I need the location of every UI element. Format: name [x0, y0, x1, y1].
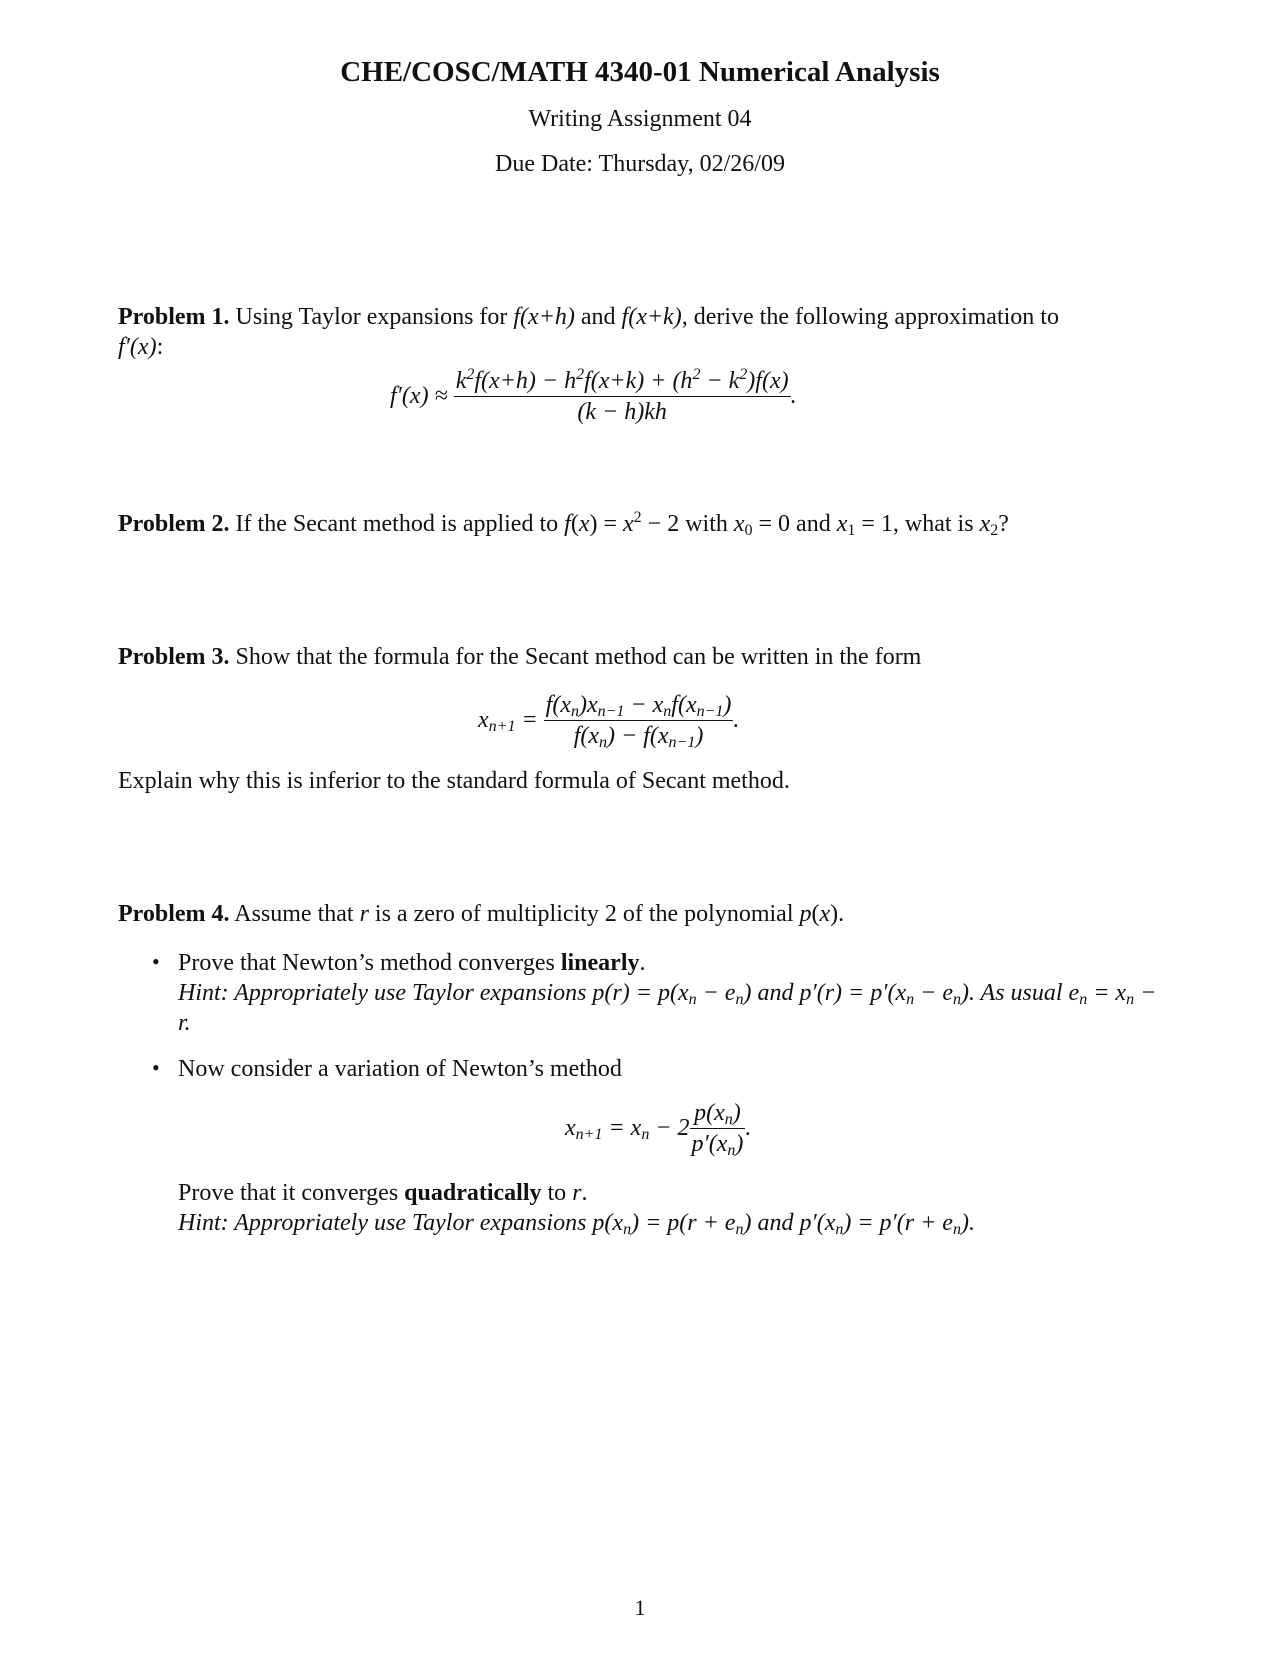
document-title: CHE/COSC/MATH 4340-01 Numerical Analysis: [340, 56, 940, 88]
problem-1-equation: f′(x) ≈ $\frac{k^2f(x+h) - h^2f(x+k) + (h^2 - k^2)f(x)}{(k - h)kh}$ .: [390, 366, 797, 425]
hint-1: Hint: Appropriately use Taylor expansions $p(r) = p(x_n - e_n)$ and $p'(r) = p'(x_n - e_n)$. As usual $e_n = x_n - r$.: [178, 980, 1157, 1036]
expr-f-prime: f′(x): [118, 334, 157, 360]
due-date: Due Date: Thursday, 02/26/09: [495, 151, 785, 177]
bullet-1-marker: •: [152, 949, 160, 974]
problem-3-fraction: $\frac{f(x_n)x_{n-1} - x_nf(x_{n-1})}{f(x_n) - f(x_{n-1})}$: [545, 692, 732, 751]
bullet-2-marker: •: [152, 1055, 160, 1080]
problem-4-statement: Problem 4. Assume that r is a zero of multiplicity 2 of the polynomial p(x).: [118, 901, 845, 927]
expr-f-x-plus-k: f(x+k): [621, 304, 682, 330]
bullet-2-text: Now consider a variation of Newton’s method: [178, 1056, 622, 1082]
problem-4-fraction: $\frac{p(x_n)}{p'(x_n)}$: [691, 1100, 744, 1159]
problem-4-equation: $x_{n+1} = x_n - 2$ $\frac{p(x_n)}{p'(x_n)}$ .: [565, 1100, 752, 1159]
problem-1-statement: Problem 1. Using Taylor expansions for f(x+h) and f(x+k), derive the following approximation to f′(x):: [118, 304, 1059, 360]
problem-3-equation: $x_{n+1}$ = $\frac{f(x_n)x_{n-1} - x_nf(x_{n-1})}{f(x_n) - f(x_{n-1})}$ .: [478, 692, 740, 751]
problem-1-fraction: $\frac{k^2f(x+h) - h^2f(x+k) + (h^2 - k^2)f(x)}{(k - h)kh}$: [455, 366, 789, 425]
problem-1-label: Problem 1.: [118, 304, 230, 330]
problem-2-statement: Problem 2. If the Secant method is applied to $f(x) = x^2 - 2$ with $x_0 = 0$ and $x_1 = 1$, what is $x_2$?: [118, 509, 1009, 539]
problem-4-label: Problem 4.: [118, 901, 230, 927]
page-number: 1: [634, 1595, 646, 1620]
hint-2: Hint: Appropriately use Taylor expansions $p(x_n) = p(r + e_n)$ and $p'(x_n) = p'(r + e_n)$.: [178, 1210, 975, 1238]
problem-4-conclusion: Prove that it converges quadratically to r. Hint: Appropriately use Taylor expansions $p(x_n) = p(r + e_n)$ and $p'(x_n) = p'(r + e_n)$.: [178, 1180, 975, 1238]
problem-3-explain: Explain why this is inferior to the standard formula of Secant method.: [118, 768, 790, 794]
problem-2-label: Problem 2.: [118, 511, 230, 537]
bullet-1-text: Prove that Newton’s method converges linearly. Hint: Appropriately use Taylor expansions $p(r) = p(x_n - e_n)$ and $p'(r) = p'(x_n - e_n)$. As usual $e_n = x_n - r$.: [178, 950, 1157, 1036]
problem-3-label: Problem 3.: [118, 644, 230, 670]
problem-3-statement: Problem 3. Show that the formula for the Secant method can be written in the form: [118, 644, 922, 670]
assignment-subtitle: Writing Assignment 04: [528, 106, 752, 132]
expr-f-x-plus-h: f(x+h): [513, 304, 575, 330]
